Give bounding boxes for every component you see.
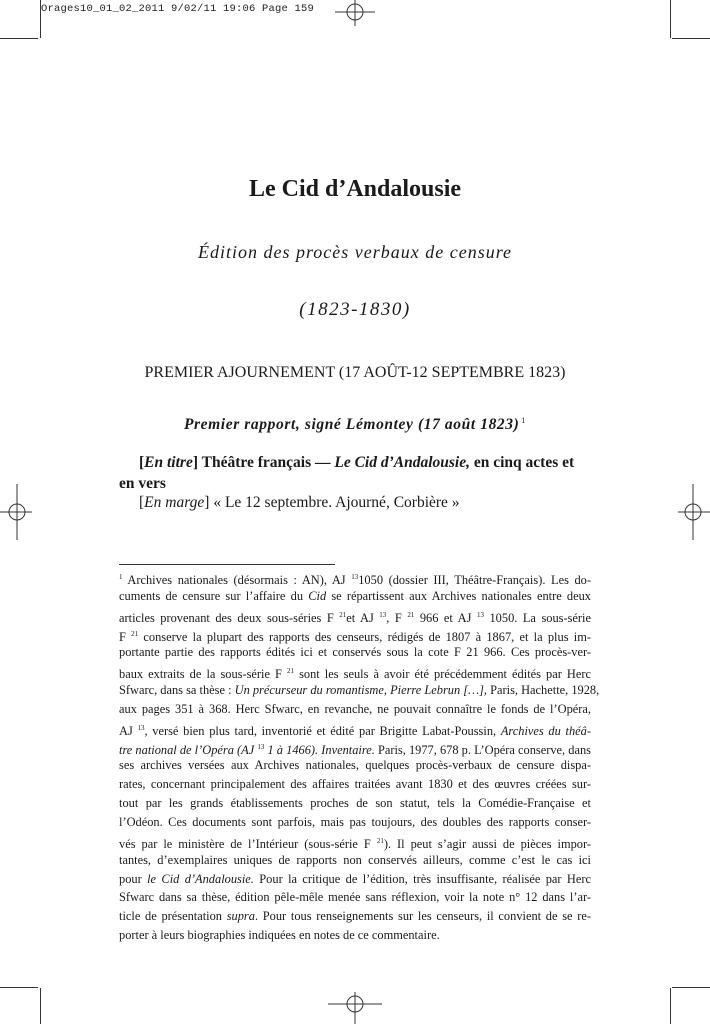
superscript: 13 xyxy=(257,742,265,751)
footnote-line xyxy=(119,813,591,832)
footnote-line xyxy=(119,738,591,757)
footnote-line xyxy=(119,832,591,851)
footnote-text: . Pour tous renseignements sur les censeurs, il convient de se re- xyxy=(254,909,591,924)
footnote-text: l’Odéon. Ces documents sont parfois, mais pas toujours, des doubles des rapports conser- xyxy=(119,814,591,829)
footnote-text: portante partie des rapports édités ici et conservés sous la cote F 21 966. Ces procès-ver- xyxy=(119,645,591,660)
italic-text: 1 à 1466). Inventaire. xyxy=(264,742,375,757)
margin-text: ] « Le 12 septembre. Ajourné, Corbière » xyxy=(204,494,460,511)
margin-label: En marge xyxy=(144,494,205,511)
footnote-text: articles provenant des deux sous-séries F xyxy=(119,610,340,625)
footnote-text: Archives nationales (désormais : AN), AJ xyxy=(122,573,352,587)
footnote-line xyxy=(119,681,600,700)
footnote-text: 966 et AJ xyxy=(414,610,477,625)
footnote-ref: 1 xyxy=(521,416,527,425)
footnote-line xyxy=(119,625,591,644)
footnote-text: baux extraits de la sous-série F xyxy=(119,667,288,682)
registration-mark-left xyxy=(0,484,32,540)
entry-heading xyxy=(119,452,591,494)
footnote-text: tantes, d’exemplaires uniques de rapports non conservés ailleurs, comme c’est le cas ici xyxy=(119,852,591,867)
entry-genre: en cinq actes et en vers xyxy=(119,454,575,492)
superscript: 21 xyxy=(287,667,295,676)
footnote-line xyxy=(119,870,591,889)
footnote-line xyxy=(119,568,591,587)
entry-label: En titre xyxy=(144,454,193,471)
page-subtitle: Édition des procès verbaux de censure xyxy=(197,242,513,262)
footnote-line xyxy=(119,888,591,907)
footnote-line xyxy=(119,775,591,794)
footnote-text: Sfwarc dans sa thèse, édition pêle-mêle menée sans réflexion, voir la note n° 12 dans l’ar- xyxy=(119,890,591,905)
superscript: 21 xyxy=(131,629,139,638)
registration-mark-bottom xyxy=(328,992,382,1024)
superscript: 13 xyxy=(137,723,145,732)
superscript: 21 xyxy=(339,610,347,619)
footnote-text: vés par le ministère de l’Intérieur (sous-série F xyxy=(119,836,377,851)
footnote-text: , versé bien plus tard, inventorié et édité par Brigitte Labat-Poussin, xyxy=(144,723,501,738)
footnote-line xyxy=(119,719,591,738)
superscript: 1 xyxy=(119,573,123,581)
crop-mark xyxy=(40,988,41,1024)
footnote-text: ). Il peut s’agir aussi de pièces impor- xyxy=(383,836,591,851)
date-range: (1823-1830) xyxy=(299,299,411,320)
margin-bracket-open: [ xyxy=(139,494,145,511)
footnote-text: se répartissent aux Archives nationales entre deux xyxy=(326,588,591,603)
footnote-text: Paris, Hachette, 1928, xyxy=(487,683,600,698)
footnote-text: ses archives versées aux Archives nationales, quelques procès-verbaux de censure dispa- xyxy=(119,758,591,773)
footnote-rule xyxy=(119,564,335,565)
footnote-text: , F xyxy=(386,610,408,625)
footnote xyxy=(119,568,600,945)
bracket-close: ] xyxy=(192,454,199,471)
italic-text: Cid xyxy=(308,588,327,603)
footnote-text: cuments de censure sur l’affaire du xyxy=(119,588,309,603)
footnote-line xyxy=(119,851,591,870)
footnote-line xyxy=(119,794,591,813)
footnote-text: ticle de présentation xyxy=(119,909,227,924)
margin-note xyxy=(139,492,460,513)
page-title: Le Cid d’Andalousie xyxy=(248,176,462,202)
footnote-text: rates, concernant principalement des affaires traitées avant 1830 et des œuvres créées sur- xyxy=(119,777,591,792)
footnote-text: et AJ xyxy=(346,610,380,625)
footnote-line xyxy=(119,700,591,719)
footnote-line xyxy=(119,907,591,926)
italic-text: Archives du théâ- xyxy=(500,723,591,738)
footnote-text: 1050. La sous-série xyxy=(483,610,591,625)
footnote-text: 1050 (dossier III, Théâtre-Français). Les do- xyxy=(358,573,591,587)
footnote-text: tout par les grands établissements proches de son statut, tels la Comédie-Française et xyxy=(119,796,591,811)
crop-mark xyxy=(670,988,671,1024)
footnote-text: F xyxy=(119,629,132,644)
italic-text: supra xyxy=(226,909,255,924)
footnote-line xyxy=(119,756,591,775)
crop-mark xyxy=(0,987,38,988)
entry-theatre: Théâtre français — xyxy=(198,454,335,471)
crop-mark xyxy=(672,38,710,39)
report-title: Premier rapport, signé Lémontey (17 août 1823) xyxy=(183,416,520,433)
footnote-text: Paris, 1977, 678 p. L’Opéra conserve, dans xyxy=(374,742,591,757)
bracket-open: [ xyxy=(139,454,145,471)
registration-mark-top xyxy=(335,0,375,26)
footnote-line xyxy=(119,606,591,625)
entry-play-title: Le Cid d’Andalousie, xyxy=(334,454,470,471)
italic-text: le Cid d’Andalousie. xyxy=(147,871,254,886)
footnote-line xyxy=(119,643,591,662)
footnote-line xyxy=(119,587,591,606)
footnote-text: porter à leurs biographies indiquées en notes de ce commentaire. xyxy=(119,928,440,943)
footnote-text: pour xyxy=(119,871,148,886)
report-heading xyxy=(0,416,710,434)
footnote-line xyxy=(119,662,591,681)
footnote-line xyxy=(119,926,591,945)
superscript: 13 xyxy=(476,610,484,619)
crop-mark xyxy=(670,0,671,38)
footnote-text: AJ xyxy=(119,723,138,738)
crop-mark xyxy=(40,0,41,38)
footnote-text: conserve la plupart des rapports des censeurs, rédigés de 1807 à 1867, et la plus im- xyxy=(138,629,591,644)
crop-mark xyxy=(0,38,38,39)
footnote-text: Pour la critique de l’édition, très insuffisante, réalisée par Herc xyxy=(253,871,592,886)
footnote-text: aux pages 351 à 368. Herc Sfwarc, en revanche, ne pouvait connaître le fonds de l’Opéra, xyxy=(119,701,591,716)
footnote-text: Sfwarc, dans sa thèse : xyxy=(119,683,235,698)
superscript: 21 xyxy=(376,836,384,845)
section-heading: PREMIER AJOURNEMENT (17 AOÛT-12 SEPTEMBRE 1823) xyxy=(144,364,566,381)
superscript: 21 xyxy=(407,610,415,619)
superscript: 13 xyxy=(351,573,359,581)
footnote-text: sont les seuls à avoir été précédemment édités par Herc xyxy=(294,667,591,682)
superscript: 13 xyxy=(379,610,387,619)
registration-mark-right xyxy=(678,484,710,540)
italic-text: tre national de l’Opéra (AJ xyxy=(119,742,258,757)
print-slug: Orages10_01_02_2011 9/02/11 19:06 Page 159 xyxy=(41,3,315,15)
italic-text: Un précurseur du romantisme, Pierre Lebrun […], xyxy=(234,683,488,698)
crop-mark xyxy=(672,987,710,988)
